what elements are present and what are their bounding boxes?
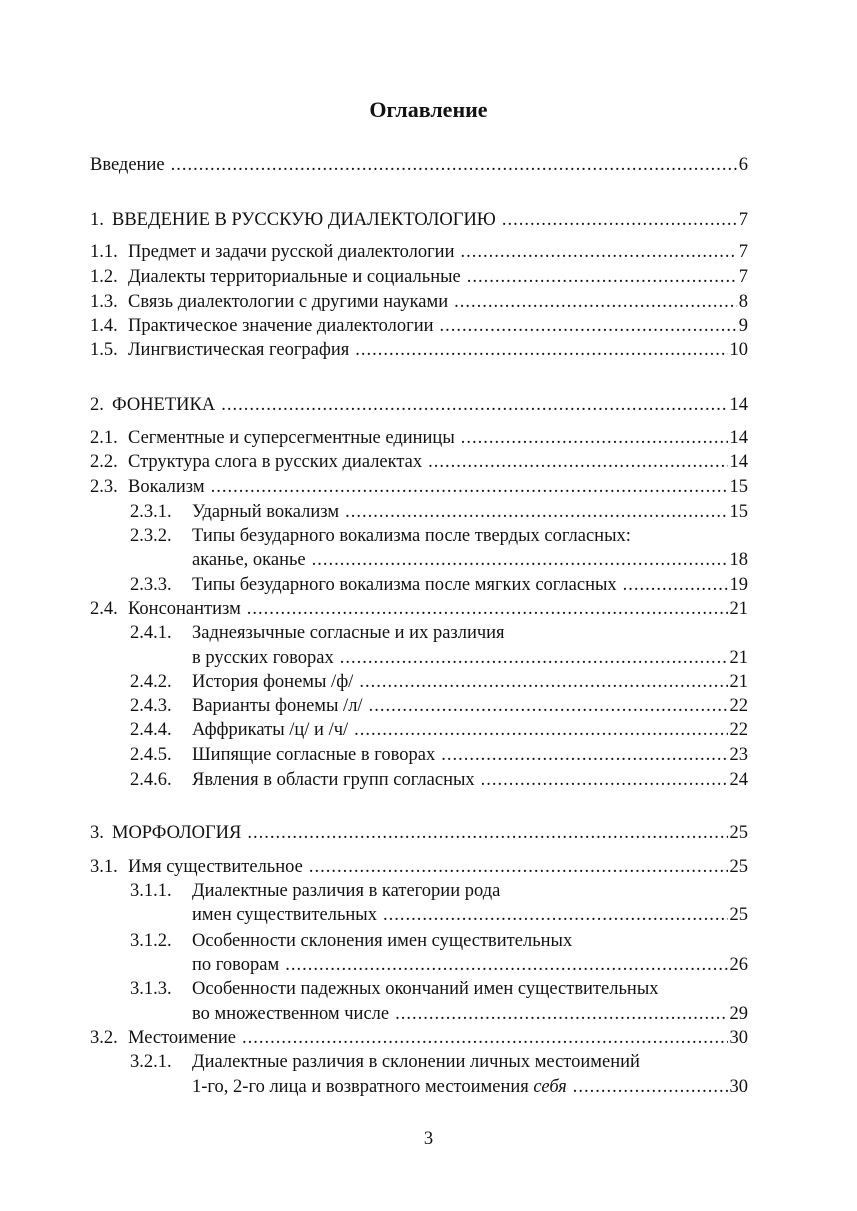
leader-dots [312,548,728,572]
toc-chapter-3[interactable] [90,821,748,845]
toc-entry-text: Местоимение [128,1028,237,1048]
toc-entry-text: Предмет и задачи русской диалектологии [128,242,455,262]
toc-entry-2-3-2[interactable] [130,524,748,548]
leader-dots [502,208,737,232]
toc-entry-2-4-6[interactable] [130,768,748,792]
toc-entry-text: Практическое значение диалектологии [128,316,434,336]
toc-number: 2.3. [90,477,118,497]
toc-page-number: 6 [738,155,748,175]
toc-page-number: 14 [729,452,748,472]
toc-entry-3-2[interactable] [90,1026,748,1050]
toc-number: 2.4. [90,599,118,619]
toc-page-number: 22 [729,696,748,716]
toc-page-number: 10 [729,340,748,360]
toc-entry-text: Особенности склонения имен существительных [192,931,573,951]
toc-number: 2.1. [90,428,118,448]
leader-dots [460,240,736,264]
leader-dots [440,314,737,338]
toc-entry-text: Введение [90,155,165,175]
leader-dots [247,597,728,621]
leader-dots [285,953,727,977]
toc-entry-2-4[interactable] [90,597,748,621]
leader-dots [221,393,727,417]
toc-entry-text: ФОНЕТИКА [112,395,216,415]
toc-page-number: 21 [729,648,748,668]
toc-page-number: 26 [729,955,748,975]
toc-entry-text: Лингвистическая география [128,340,350,360]
toc-entry-text: Вокализм [128,477,205,497]
leader-dots [242,1026,727,1050]
toc-page-number: 18 [729,550,748,570]
toc-page-number: 29 [729,1004,748,1024]
toc-page-number: 25 [729,905,748,925]
toc-entry-text-part: 1-го, 2-го лица и возвратного местоимения [192,1077,529,1097]
toc-entry-text: Сегментные и суперсегментные единицы [128,428,455,448]
toc-entry-2-3-1[interactable] [130,500,748,524]
toc-number: 2.3.1. [130,502,172,522]
toc-entry-3-1-3-cont[interactable] [192,1002,748,1026]
leader-dots [359,670,727,694]
toc-entry-2-2[interactable] [90,450,748,474]
leader-dots [369,694,728,718]
toc-entry-text [192,1075,567,1099]
toc-entry-2-4-3[interactable] [130,694,748,718]
page-number: 3 [423,1129,434,1149]
toc-number: 3.1.2. [130,931,172,951]
toc-number: 2.4.2. [130,672,172,692]
toc-page-number: 14 [729,428,748,448]
leader-dots [623,573,728,597]
toc-entry-1-2[interactable] [90,265,748,289]
toc-page-number: 21 [729,672,748,692]
toc-page-number: 7 [738,210,748,230]
toc-entry-3-2-1[interactable] [130,1050,748,1074]
toc-entry-2-3-2-cont[interactable] [192,548,748,572]
toc-chapter-1[interactable] [90,208,748,232]
toc-number: 2.4.5. [130,745,172,765]
toc-entry-italic-word: себя [533,1077,567,1097]
toc-page-number: 14 [729,395,748,415]
leader-dots [247,821,727,845]
toc-page-number: 21 [729,599,748,619]
leader-dots [467,265,737,289]
toc-number: 2.3.3. [130,575,172,595]
toc-entry-1-4[interactable] [90,314,748,338]
toc-entry-text: Консонантизм [128,599,241,619]
toc-entry-text: Аффрикаты /ц/ и /ч/ [192,720,349,740]
toc-number: 2.4.3. [130,696,172,716]
toc-entry-text: Диалектные различия в склонении личных местоимений [192,1052,640,1072]
toc-entry-text: Заднеязычные согласные и их различия [192,623,505,643]
toc-number: 2.4.1. [130,623,172,643]
toc-page-number: 15 [729,502,748,522]
toc-page-number: 7 [738,267,748,287]
toc-page-number: 15 [729,477,748,497]
toc-entry-text: Шипящие согласные в говорах [192,745,436,765]
toc-entry-2-4-5[interactable] [130,743,748,767]
toc-entry-1-1[interactable] [90,240,748,264]
toc-number: 1.5. [90,340,118,360]
toc-number: 1.3. [90,292,118,312]
toc-entry-3-1[interactable] [90,855,748,879]
toc-page-number: 25 [729,823,748,843]
toc-entry-text: МОРФОЛОГИЯ [112,823,242,843]
toc-entry-text: Структура слога в русских диалектах [128,452,423,472]
leader-dots [461,426,728,450]
toc-entry-3-1-1[interactable] [130,879,748,903]
leader-dots [309,855,728,879]
toc-entry-2-4-4[interactable] [130,718,748,742]
leader-dots [428,450,727,474]
leader-dots [454,290,737,314]
toc-entry-text: ВВЕДЕНИЕ В РУССКУЮ ДИАЛЕКТОЛОГИЮ [112,210,496,230]
toc-page-number: 9 [738,316,748,336]
toc-title: Оглавление [369,97,488,122]
toc-page-number: 19 [729,575,748,595]
toc-entry-2-3-3[interactable] [130,573,748,597]
toc-number: 1.4. [90,316,118,336]
toc-entry-text: в русских говорах [192,648,334,668]
toc-entry-2-1[interactable] [90,426,748,450]
toc-number: 3.1. [90,857,118,877]
leader-dots [355,338,727,362]
toc-entry-text: Типы безударного вокализма после твердых согласных: [192,526,631,546]
leader-dots [441,743,727,767]
toc-number: 3. [90,823,104,843]
leader-dots [573,1075,728,1099]
leader-dots [395,1002,727,1026]
toc-entry-text: Особенности падежных окончаний имен существительных [192,979,659,999]
toc-entry-text: Явления в области групп согласных [192,770,475,790]
toc-entry-text: Диалектные различия в категории рода [192,881,501,901]
toc-number: 2. [90,395,104,415]
leader-dots [211,475,728,499]
toc-entry-3-1-2-cont[interactable] [192,953,748,977]
toc-chapter-2[interactable] [90,393,748,417]
leader-dots [171,153,737,177]
toc-entry-text: имен существительных [192,905,377,925]
toc-entry-3-1-1-cont[interactable] [192,903,748,927]
toc-entry-2-4-1-cont[interactable] [192,646,748,670]
toc-entry-text: Диалекты территориальные и социальные [128,267,461,287]
toc-page-number: 22 [729,720,748,740]
toc-number: 2.4.6. [130,770,172,790]
toc-entry-text: История фонемы /ф/ [192,672,354,692]
toc-entry-text: Варианты фонемы /л/ [192,696,363,716]
leader-dots [345,500,727,524]
toc-number: 3.1.1. [130,881,172,901]
toc-entry-intro[interactable] [90,153,748,177]
toc-entry-text: Имя существительное [128,857,303,877]
toc-number: 1.2. [90,267,118,287]
toc-number: 2.2. [90,452,118,472]
leader-dots [340,646,728,670]
toc-entry-3-1-2[interactable] [130,929,748,953]
toc-page-number: 30 [729,1077,748,1097]
toc-page-number: 8 [738,292,748,312]
toc-page-number: 7 [738,242,748,262]
toc-page-number: 25 [729,857,748,877]
toc-entry-2-4-1[interactable] [130,621,748,645]
toc-page-number: 23 [729,745,748,765]
toc-page-number: 24 [729,770,748,790]
toc-number: 3.1.3. [130,979,172,999]
toc-number: 3.2. [90,1028,118,1048]
toc-number: 1. [90,210,104,230]
toc-entry-text: аканье, оканье [192,550,306,570]
toc-entry-text: Ударный вокализм [192,502,340,522]
toc-entry-text: во множественном числе [192,1004,390,1024]
toc-entry-text: Связь диалектологии с другими науками [128,292,449,312]
toc-entry-2-4-2[interactable] [130,670,748,694]
toc-number: 3.2.1. [130,1052,172,1072]
toc-number: 2.3.2. [130,526,172,546]
toc-number: 2.4.4. [130,720,172,740]
toc-entry-1-3[interactable] [90,290,748,314]
toc-entry-3-2-1-cont[interactable] [192,1075,748,1099]
toc-entry-text: по говорам [192,955,280,975]
toc-number: 1.1. [90,242,118,262]
toc-page-number: 30 [729,1028,748,1048]
toc-entry-text: Типы безударного вокализма после мягких согласных [192,575,617,595]
toc-entry-3-1-3[interactable] [130,977,748,1001]
leader-dots [481,768,728,792]
leader-dots [354,718,727,742]
toc-entry-2-3[interactable] [90,475,748,499]
leader-dots [383,903,728,927]
toc-entry-1-5[interactable] [90,338,748,362]
